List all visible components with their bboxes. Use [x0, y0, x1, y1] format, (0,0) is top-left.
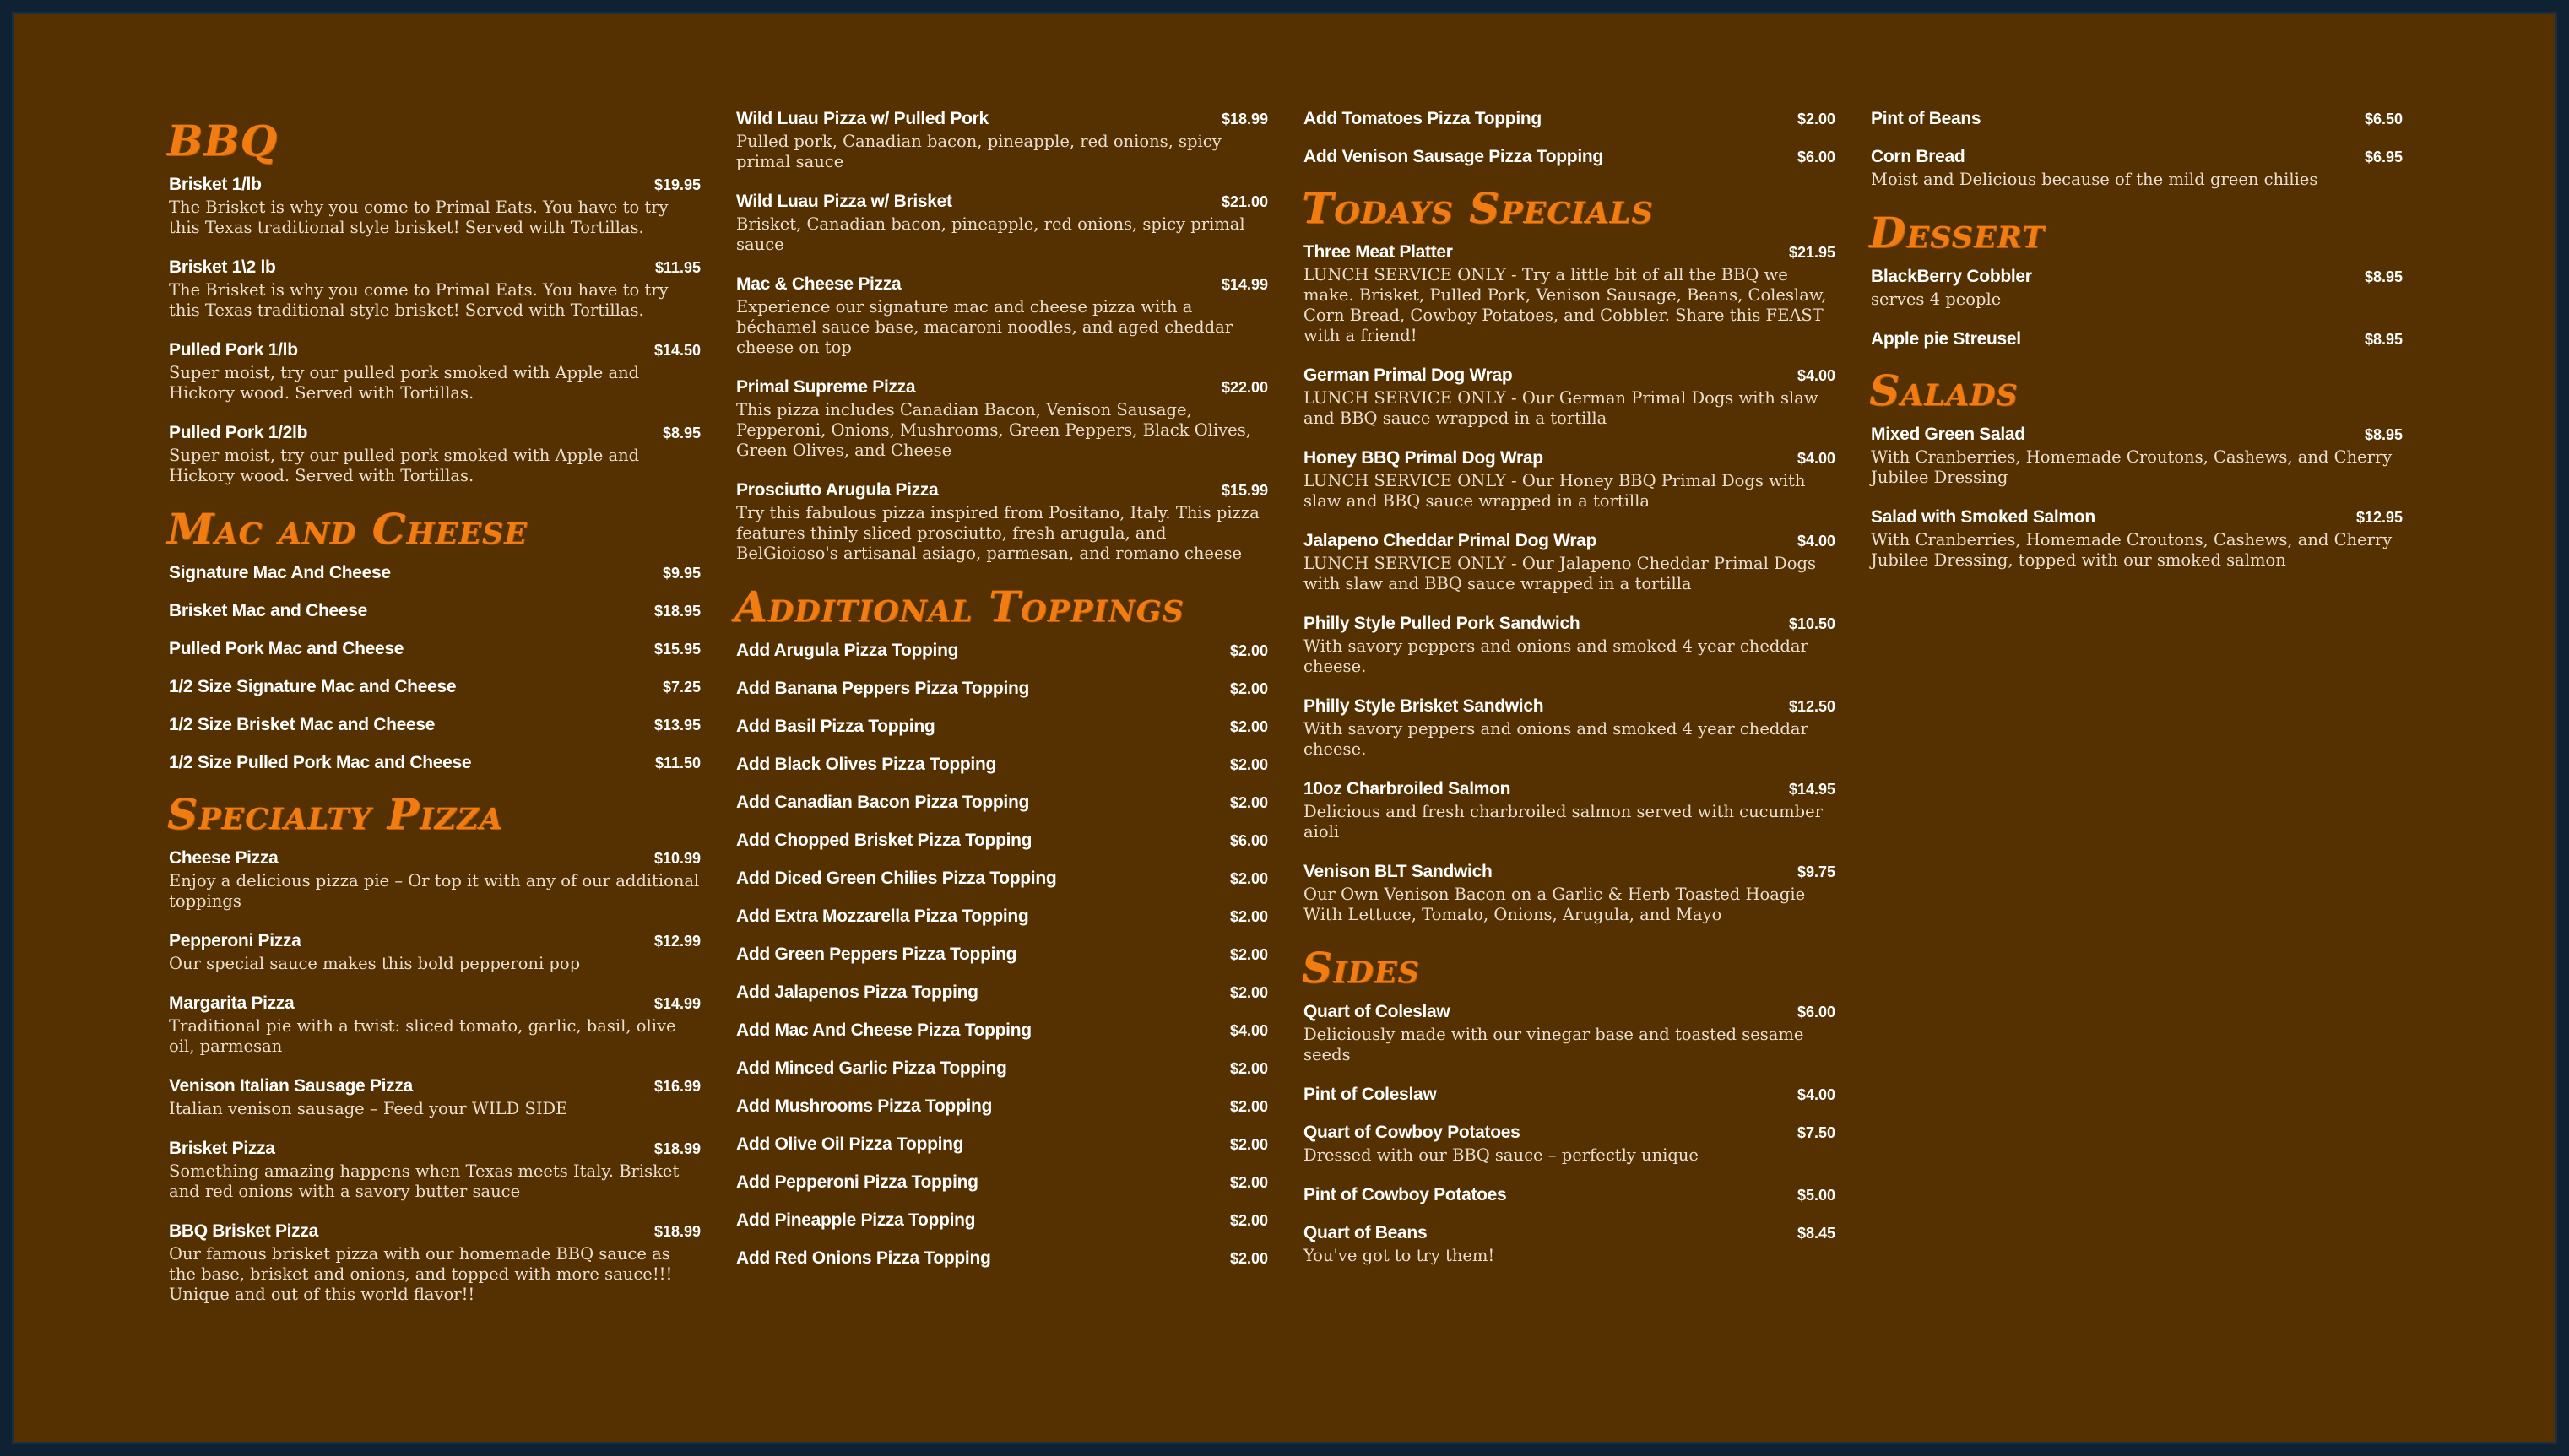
- menu-item-price: $6.00: [1797, 149, 1835, 165]
- menu-item-name: Add Olive Oil Pizza Topping: [736, 1134, 964, 1154]
- menu-item: [1303, 778, 1835, 842]
- menu-item-description: LUNCH SERVICE ONLY - Our German Primal Dogs with slaw and BBQ sauce wrapped in a tortilla: [1303, 388, 1818, 428]
- menu-item-description: With Cranberries, Homemade Croutons, Cashews, and Cherry Jubilee Dressing: [1871, 447, 2393, 487]
- menu-item-header: [169, 339, 701, 361]
- menu-item: [1303, 1222, 1835, 1266]
- menu-item-price: $14.95: [1788, 781, 1835, 798]
- menu-item-price: $18.99: [1221, 111, 1268, 127]
- menu-item-header: [736, 678, 1268, 700]
- menu-item-header: [1871, 266, 2403, 288]
- menu-item: [736, 191, 1268, 255]
- menu-item-price: $2.00: [1797, 111, 1835, 127]
- menu-item-name: Add Mushrooms Pizza Topping: [736, 1096, 992, 1116]
- menu-item: [169, 638, 701, 660]
- menu-item-header: [1303, 861, 1835, 883]
- menu-item-name: Apple pie Streusel: [1871, 329, 2021, 349]
- menu-item-header: [169, 993, 701, 1015]
- menu-item-description: The Brisket is why you come to Primal Eats. You have to try this Texas traditional style brisket! Served with Tortillas.: [169, 280, 669, 320]
- menu-item-description: You've got to try them!: [1303, 1246, 1495, 1265]
- menu-item-description: Brisket, Canadian bacon, pineapple, red onions, spicy primal sauce: [736, 214, 1245, 254]
- menu-item: [169, 847, 701, 912]
- menu-item-header: [169, 1075, 701, 1097]
- menu-item: [169, 930, 701, 974]
- menu-item: [1303, 108, 1835, 130]
- menu-item-header: [169, 257, 701, 279]
- menu-item-name: Wild Luau Pizza w/ Brisket: [736, 192, 952, 211]
- menu-item: [1871, 266, 2403, 310]
- menu-item-name: Venison BLT Sandwich: [1303, 862, 1493, 881]
- menu-item-header: [1871, 506, 2403, 528]
- menu-item-price: $2.00: [1229, 1174, 1268, 1191]
- menu-item-header: [169, 1138, 701, 1160]
- menu-item: [169, 1138, 701, 1202]
- menu-item-price: $2.00: [1229, 1136, 1268, 1153]
- menu-item-price: $4.00: [1797, 367, 1835, 384]
- menu-item-description: Moist and Delicious because of the mild green chilies: [1871, 170, 2318, 189]
- menu-item-name: 1/2 Size Brisket Mac and Cheese: [169, 715, 436, 734]
- menu-item: [736, 1172, 1268, 1193]
- menu-item: [736, 1210, 1268, 1231]
- menu-item: [1871, 146, 2403, 190]
- menu-item-price: $21.95: [1788, 244, 1835, 261]
- menu-item-description: With savory peppers and onions and smoked 4 year cheddar cheese.: [1303, 719, 1808, 759]
- menu-item-header: [736, 1020, 1268, 1042]
- menu-item-description: Traditional pie with a twist: sliced tomato, garlic, basil, olive oil, parmesan: [169, 1016, 676, 1056]
- menu-item-price: $2.00: [1229, 680, 1268, 697]
- menu-item-name: Pulled Pork 1/2lb: [169, 423, 308, 442]
- menu-item-price: $2.00: [1229, 946, 1268, 963]
- menu-item-name: Quart of Coleslaw: [1303, 1002, 1450, 1021]
- menu-item: [169, 600, 701, 622]
- menu-item-header: [169, 676, 701, 698]
- menu-item-name: German Primal Dog Wrap: [1303, 365, 1513, 385]
- menu-item-name: Add Red Onions Pizza Topping: [736, 1248, 991, 1268]
- menu-item: [1303, 696, 1835, 760]
- section-title: Dessert: [1869, 208, 2046, 257]
- menu-item-name: Add Basil Pizza Topping: [736, 717, 935, 736]
- menu-item-header: [1871, 108, 2403, 130]
- menu-item: [736, 868, 1268, 890]
- menu-item: [736, 479, 1268, 564]
- menu-item: [1871, 108, 2403, 130]
- menu-item-description: Our special sauce makes this bold pepperoni pop: [169, 954, 581, 973]
- menu-item-price: $2.00: [1229, 908, 1268, 925]
- menu-item-price: $19.95: [653, 176, 701, 193]
- menu-item-name: Pulled Pork Mac and Cheese: [169, 639, 404, 658]
- menu-item-header: [169, 714, 701, 736]
- menu-item-price: $8.95: [662, 425, 701, 441]
- menu-item-header: [736, 1134, 1268, 1156]
- menu-item-header: [736, 754, 1268, 776]
- menu-item-price: $8.45: [1797, 1225, 1835, 1242]
- menu-item-header: [1303, 1001, 1835, 1023]
- menu-item-name: Add Green Peppers Pizza Topping: [736, 945, 1017, 964]
- menu-item-price: $2.00: [1229, 984, 1268, 1001]
- menu-item-name: Add Minced Garlic Pizza Topping: [736, 1058, 1007, 1078]
- menu-item: [736, 640, 1268, 662]
- menu-item-header: [736, 1210, 1268, 1231]
- menu-item-header: [1303, 108, 1835, 130]
- menu-item-price: $6.00: [1229, 832, 1268, 849]
- menu-item-price: $14.99: [653, 995, 701, 1012]
- menu-item-name: Wild Luau Pizza w/ Pulled Pork: [736, 109, 989, 128]
- menu-item: [1303, 146, 1835, 168]
- menu-item-header: [736, 640, 1268, 662]
- menu-item-description: Something amazing happens when Texas meets Italy. Brisket and red onions with a savory butter sauce: [169, 1161, 680, 1201]
- menu-item-name: Add Canadian Bacon Pizza Topping: [736, 793, 1030, 812]
- menu-item-header: [1303, 530, 1835, 552]
- menu-item-description: LUNCH SERVICE ONLY - Our Honey BBQ Primal Dogs with slaw and BBQ sauce wrapped in a tortilla: [1303, 471, 1806, 511]
- menu-item: [1303, 530, 1835, 594]
- menu-item-price: $6.50: [2364, 111, 2403, 127]
- menu-item: [736, 1058, 1268, 1080]
- menu-item: [1303, 613, 1835, 677]
- section-title: Salads: [1869, 365, 2019, 415]
- menu-item-name: Prosciutto Arugula Pizza: [736, 480, 939, 500]
- menu-item-price: $15.95: [653, 641, 701, 658]
- menu-item-price: $4.00: [1797, 450, 1835, 467]
- menu-item-price: $10.50: [1788, 615, 1835, 632]
- menu-item-name: Primal Supreme Pizza: [736, 377, 916, 397]
- menu-item-header: [169, 1221, 701, 1242]
- menu-item-description: Italian venison sausage – Feed your WILD SIDE: [169, 1099, 568, 1118]
- menu-item-name: Venison Italian Sausage Pizza: [169, 1076, 413, 1096]
- menu-item-name: Philly Style Pulled Pork Sandwich: [1303, 614, 1580, 633]
- menu-item-description: serves 4 people: [1871, 290, 2002, 309]
- menu-item-header: [736, 830, 1268, 852]
- menu-item-price: $16.99: [653, 1078, 701, 1095]
- menu-item: [736, 678, 1268, 700]
- menu-item-name: Add Pineapple Pizza Topping: [736, 1210, 976, 1230]
- menu-item-price: $9.75: [1797, 863, 1835, 880]
- menu-item-price: $2.00: [1229, 1098, 1268, 1115]
- menu-item-header: [1303, 447, 1835, 469]
- menu-item-header: [736, 906, 1268, 928]
- menu-item-header: [169, 752, 701, 774]
- menu-item-price: $8.95: [2364, 426, 2403, 443]
- menu-item: [736, 906, 1268, 928]
- menu-item-name: Corn Bread: [1871, 147, 1965, 166]
- menu-item-name: BBQ Brisket Pizza: [169, 1221, 318, 1241]
- menu-item-name: Add Arugula Pizza Topping: [736, 641, 959, 660]
- menu-item: [169, 676, 701, 698]
- menu-item-description: Try this fabulous pizza inspired from Positano, Italy. This pizza features thinly sliced prosciutto, fresh arugula, and BelGioioso's artisanal asiago, parmesan, and romano cheese: [736, 503, 1260, 563]
- section-title: BBQ: [167, 116, 279, 165]
- menu-item-name: Quart of Beans: [1303, 1223, 1428, 1242]
- menu-item-price: $11.50: [654, 755, 701, 771]
- menu-item-header: [169, 930, 701, 952]
- menu-item-description: Pulled pork, Canadian bacon, pineapple, red onions, spicy primal sauce: [736, 132, 1222, 171]
- menu-item-header: [1303, 146, 1835, 168]
- menu-item-name: Add Tomatoes Pizza Topping: [1303, 109, 1542, 128]
- menu-item-name: Philly Style Brisket Sandwich: [1303, 696, 1544, 716]
- menu-item: [1303, 1084, 1835, 1106]
- menu-item-price: $18.99: [653, 1140, 701, 1157]
- menu-column-4: [1871, 108, 2403, 589]
- menu-item-name: Brisket 1/lb: [169, 175, 262, 194]
- menu-item-header: [1303, 1122, 1835, 1144]
- menu-item-header: [1303, 241, 1835, 263]
- menu-item-price: $21.00: [1221, 193, 1268, 210]
- menu-item-price: $8.95: [2364, 331, 2403, 348]
- section-title: Sides: [1302, 943, 1420, 993]
- menu-item-name: Add Diced Green Chilies Pizza Topping: [736, 869, 1057, 888]
- menu-item-price: $2.00: [1229, 794, 1268, 811]
- section-title: Specialty Pizza: [167, 789, 503, 839]
- menu-item-price: $2.00: [1229, 1212, 1268, 1229]
- menu-item-header: [169, 174, 701, 196]
- menu-item-price: $18.95: [653, 603, 701, 620]
- menu-item: [736, 982, 1268, 1004]
- menu-item-header: [736, 868, 1268, 890]
- menu-item-price: $2.00: [1229, 1250, 1268, 1267]
- menu-item-price: $15.99: [1221, 482, 1268, 499]
- menu-item-price: $13.95: [653, 717, 701, 733]
- menu-item-header: [169, 562, 701, 584]
- menu-item: [169, 993, 701, 1057]
- menu-item-price: $6.00: [1797, 1004, 1835, 1020]
- menu-item-name: Signature Mac And Cheese: [169, 563, 391, 582]
- menu-item-name: Pint of Beans: [1871, 109, 1981, 128]
- menu-item: [736, 792, 1268, 814]
- menu-item-description: With Cranberries, Homemade Croutons, Cashews, and Cherry Jubilee Dressing, topped with our smoked salmon: [1871, 530, 2393, 570]
- menu-item-header: [736, 982, 1268, 1004]
- menu-item-description: Dressed with our BBQ sauce – perfectly unique: [1303, 1145, 1699, 1165]
- menu-item-price: $6.95: [2364, 149, 2403, 165]
- menu-item-header: [1303, 1222, 1835, 1244]
- menu-item-header: [736, 191, 1268, 213]
- menu-item-header: [736, 1248, 1268, 1269]
- menu-item-description: Our Own Venison Bacon on a Garlic & Herb Toasted Hoagie With Lettuce, Tomato, Onions, Arugula, and Mayo: [1303, 885, 1806, 924]
- menu-item: [169, 714, 701, 736]
- menu-item-name: Mixed Green Salad: [1871, 425, 2025, 444]
- menu-column-3: [1303, 108, 1835, 1285]
- menu-item: [1303, 1122, 1835, 1166]
- menu-item-name: Margarita Pizza: [169, 993, 295, 1013]
- menu-item-description: Enjoy a delicious pizza pie – Or top it with any of our additional toppings: [169, 871, 700, 911]
- menu-item-name: Honey BBQ Primal Dog Wrap: [1303, 448, 1543, 468]
- menu-item-name: Brisket Mac and Cheese: [169, 601, 368, 620]
- menu-item-name: Add Chopped Brisket Pizza Topping: [736, 831, 1032, 850]
- menu-item-header: [1871, 424, 2403, 446]
- section-title: Mac and Cheese: [167, 504, 528, 554]
- menu-item-name: Three Meat Platter: [1303, 242, 1453, 262]
- menu-item-price: $22.00: [1221, 379, 1268, 396]
- menu-item: [736, 376, 1268, 461]
- menu-item: [169, 1221, 701, 1305]
- menu-item-name: Quart of Cowboy Potatoes: [1303, 1123, 1520, 1142]
- menu-item: [736, 1134, 1268, 1156]
- menu-item: [736, 1020, 1268, 1042]
- menu-item-description: Our famous brisket pizza with our homemade BBQ sauce as the base, brisket and onions, and topped with more sauce!!! Unique and out of this world flavor!!: [169, 1244, 673, 1304]
- menu-item-description: Deliciously made with our vinegar base and toasted sesame seeds: [1303, 1025, 1804, 1064]
- menu-item-name: Cheese Pizza: [169, 848, 279, 868]
- menu-item-header: [169, 847, 701, 869]
- menu-item: [736, 944, 1268, 966]
- menu-item: [736, 108, 1268, 172]
- menu-item-header: [1303, 1184, 1835, 1206]
- menu-item: [1871, 424, 2403, 488]
- menu-item-header: [1303, 613, 1835, 635]
- menu-item-name: Pint of Cowboy Potatoes: [1303, 1185, 1507, 1204]
- menu-item-price: $10.99: [653, 850, 701, 867]
- menu-item: [1303, 447, 1835, 511]
- menu-item-price: $14.50: [653, 342, 701, 359]
- menu-item-header: [736, 792, 1268, 814]
- menu-item-price: $12.99: [653, 933, 701, 950]
- menu-item-name: Add Pepperoni Pizza Topping: [736, 1172, 978, 1192]
- menu-item-price: $4.00: [1229, 1022, 1268, 1039]
- menu-item-name: 1/2 Size Pulled Pork Mac and Cheese: [169, 753, 472, 772]
- menu-item-header: [736, 479, 1268, 501]
- section-title: Additional Toppings: [734, 582, 1184, 631]
- menu-board: [12, 12, 2557, 1444]
- menu-item: [1303, 861, 1835, 925]
- menu-item-price: $12.50: [1788, 698, 1835, 715]
- menu-item-name: BlackBerry Cobbler: [1871, 267, 2032, 286]
- menu-item: [736, 273, 1268, 358]
- menu-item-description: Super moist, try our pulled pork smoked with Apple and Hickory wood. Served with Tortillas.: [169, 446, 640, 485]
- section-title: Todays Specials: [1302, 183, 1654, 233]
- menu-item-header: [1303, 696, 1835, 717]
- menu-item: [1303, 241, 1835, 346]
- menu-item: [736, 716, 1268, 738]
- menu-item-header: [169, 422, 701, 444]
- menu-item: [736, 754, 1268, 776]
- menu-item-price: $8.95: [2364, 268, 2403, 285]
- menu-item-name: Add Banana Peppers Pizza Topping: [736, 679, 1030, 698]
- menu-item-price: $7.25: [662, 679, 701, 696]
- menu-item: [169, 257, 701, 321]
- menu-item: [169, 752, 701, 774]
- menu-item-name: Add Mac And Cheese Pizza Topping: [736, 1020, 1032, 1040]
- menu-item-name: Brisket 1\2 lb: [169, 257, 276, 277]
- menu-item-price: $2.00: [1229, 642, 1268, 659]
- menu-item-header: [736, 108, 1268, 130]
- menu-item-header: [1303, 365, 1835, 387]
- menu-item-description: LUNCH SERVICE ONLY - Try a little bit of all the BBQ we make. Brisket, Pulled Pork, Venison Sausage, Beans, Coleslaw, Corn Bread, Cowboy Potatoes, and Cobbler. Share this FEAST with a friend!: [1303, 265, 1827, 345]
- menu-item-header: [736, 376, 1268, 398]
- menu-item-price: $2.00: [1229, 1060, 1268, 1077]
- menu-item-name: Jalapeno Cheddar Primal Dog Wrap: [1303, 531, 1597, 550]
- menu-item-name: Pint of Coleslaw: [1303, 1085, 1437, 1104]
- menu-item: [1871, 506, 2403, 571]
- menu-item-price: $4.00: [1797, 533, 1835, 549]
- menu-item-description: Experience our signature mac and cheese pizza with a béchamel sauce base, macaroni noodles, and aged cheddar cheese on top: [736, 297, 1233, 357]
- menu-item-name: Add Black Olives Pizza Topping: [736, 755, 996, 774]
- menu-item-header: [1303, 1084, 1835, 1106]
- menu-item-name: Salad with Smoked Salmon: [1871, 507, 2095, 527]
- menu-item-header: [736, 1058, 1268, 1080]
- menu-item-name: 10oz Charbroiled Salmon: [1303, 779, 1511, 798]
- menu-item-name: Add Jalapenos Pizza Topping: [736, 982, 978, 1002]
- menu-item-price: $12.95: [2355, 509, 2403, 526]
- menu-item-description: The Brisket is why you come to Primal Eats. You have to try this Texas traditional style brisket! Served with Tortillas.: [169, 198, 669, 237]
- menu-item: [169, 1075, 701, 1119]
- menu-item-header: [736, 944, 1268, 966]
- menu-item-header: [736, 1096, 1268, 1118]
- menu-item-header: [736, 716, 1268, 738]
- menu-item-description: With savory peppers and onions and smoked 4 year cheddar cheese.: [1303, 636, 1808, 676]
- menu-item-description: This pizza includes Canadian Bacon, Venison Sausage, Pepperoni, Onions, Mushrooms, Green Peppers, Black Olives, Green Olives, and Cheese: [736, 400, 1251, 460]
- menu-item: [1303, 1001, 1835, 1065]
- menu-item-name: Add Venison Sausage Pizza Topping: [1303, 147, 1603, 166]
- menu-item: [169, 562, 701, 584]
- menu-item-header: [736, 273, 1268, 295]
- menu-item-name: 1/2 Size Signature Mac and Cheese: [169, 677, 457, 696]
- menu-item-name: Add Extra Mozzarella Pizza Topping: [736, 907, 1029, 926]
- menu-item-price: $9.95: [662, 565, 701, 582]
- menu-item-price: $11.95: [654, 259, 701, 276]
- menu-item: [169, 339, 701, 403]
- menu-item: [736, 830, 1268, 852]
- menu-item-price: $5.00: [1797, 1187, 1835, 1204]
- menu-item-description: Super moist, try our pulled pork smoked with Apple and Hickory wood. Served with Tortillas.: [169, 363, 640, 403]
- menu-item-name: Mac & Cheese Pizza: [736, 274, 902, 294]
- menu-item-price: $2.00: [1229, 870, 1268, 887]
- menu-column-1: [169, 108, 701, 1323]
- menu-item-name: Pepperoni Pizza: [169, 931, 301, 950]
- menu-item: [736, 1248, 1268, 1269]
- menu-item-price: $18.99: [653, 1223, 701, 1240]
- menu-item: [169, 174, 701, 238]
- menu-item-header: [736, 1172, 1268, 1193]
- menu-item: [1303, 365, 1835, 429]
- menu-item-price: $7.50: [1797, 1124, 1835, 1141]
- menu-item: [1871, 328, 2403, 350]
- menu-column-2: [736, 108, 1268, 1286]
- menu-item: [736, 1096, 1268, 1118]
- menu-item-header: [1871, 146, 2403, 168]
- menu-item-header: [1303, 778, 1835, 800]
- menu-item-price: $4.00: [1797, 1086, 1835, 1103]
- menu-item-price: $14.99: [1221, 276, 1268, 293]
- menu-item-description: LUNCH SERVICE ONLY - Our Jalapeno Cheddar Primal Dogs with slaw and BBQ sauce wrapped in a tortilla: [1303, 554, 1816, 593]
- menu-item-name: Brisket Pizza: [169, 1139, 275, 1158]
- menu-item-header: [169, 638, 701, 660]
- menu-item-header: [1871, 328, 2403, 350]
- menu-item: [1303, 1184, 1835, 1206]
- menu-item-price: $2.00: [1229, 756, 1268, 773]
- menu-item-description: Delicious and fresh charbroiled salmon served with cucumber aioli: [1303, 802, 1823, 842]
- menu-item-price: $2.00: [1229, 718, 1268, 735]
- menu-item-name: Pulled Pork 1/lb: [169, 340, 298, 360]
- menu-item: [169, 422, 701, 486]
- menu-item-header: [169, 600, 701, 622]
